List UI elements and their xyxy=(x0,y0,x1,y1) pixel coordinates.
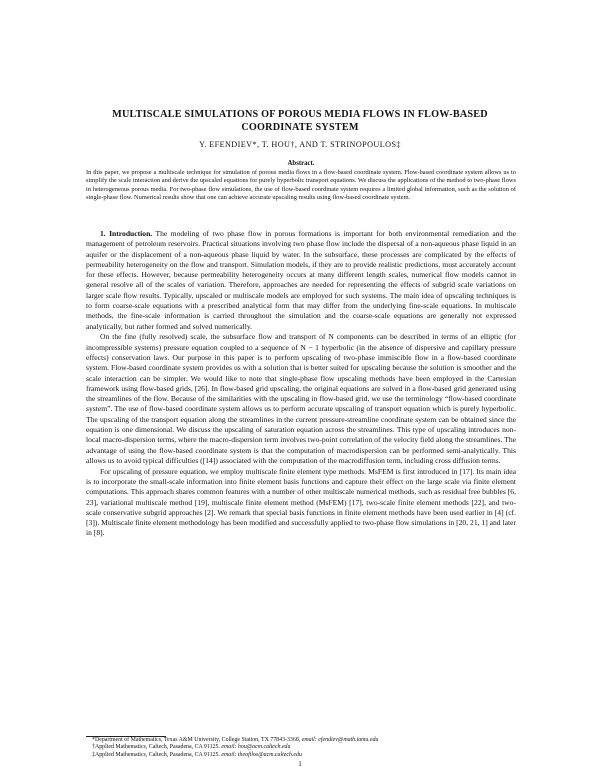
footnotes xyxy=(86,737,516,759)
abstract xyxy=(86,160,516,202)
footnote-1-email-label: email: xyxy=(301,737,317,743)
footnote-3-email[interactable]: theofilos@acm.caltech.edu xyxy=(237,751,302,758)
intro-paragraph-3: For upscaling of pressure equation, we employ multiscale finite element type methods. MsFEM is first introduced in [17]. Its main idea is to incorporate the small-scale information into finite element basis functions and capture their effect on the large scale via finite element computations. This approach shares common features with a number of other multiscale numerical methods, such as residual free bubbles [6, 23], variational multiscale method [19], multiscale finite element method (MsFEM) [17], two-scale finite element methods [22], and two-scale conservative subgrid approaches [2]. We remark that special basis functions in finite element methods have been used earlier in [4] (cf. [3]). Multiscale finite element methodology has been modified and successfully applied to two-phase flow simulations in [20, 21, 1] and later in [8]. xyxy=(86,466,516,538)
intro-paragraph-1-text: The modeling of two phase flow in porous formations is important for both environmental remediation and the management of petroleum reservoirs. Practical situations involving two phase flow include the dispersal of a non-aqueous phase liquid in an aquifer or the displacement of a non-aqueous phase liquid by water. In the subsurface, these processes are complicated by the effects of permeability heterogeneity on the flow and transport. Simulation models, if they are to provide realistic predictions, must accurately account for these effects. However, because permeability heterogeneity occurs at many different length scales, numerical flow models cannot in general resolve all of the scales of variation. Therefore, approaches are needed for representing the effects of subgrid scale variations on larger scale flow results. Typically, upscaled or multiscale models are employed for such systems. The main idea of upscaling techniques is to form coarse-scale equations with a prescribed analytical form that may differ from the underlying fine-scale equations. In multiscale methods, the fine-scale information is carried throughout the simulation and the coarse-scale equations are generally not expressed analytically, but rather formed and solved numerically. xyxy=(86,229,516,331)
title-line-1: MULTISCALE SIMULATIONS OF POROUS MEDIA FLOWS IN FLOW-BASED xyxy=(112,109,488,120)
intro-paragraph-1 xyxy=(86,229,516,332)
abstract-heading: Abstract. xyxy=(287,160,315,167)
footnote-1 xyxy=(86,737,516,744)
footnote-2 xyxy=(86,744,516,751)
author-list: Y. EFENDIEV*, T. HOU†, AND T. STRINOPOULOS‡ xyxy=(199,140,401,149)
footnote-2-email[interactable]: hou@acm.caltech.edu xyxy=(237,744,291,751)
paper-title xyxy=(90,108,510,134)
section-heading: 1. Introduction. xyxy=(100,229,153,238)
footnote-3-email-label: email: xyxy=(221,751,237,758)
footnote-2-email-label: email: xyxy=(221,744,237,751)
footnote-2-text: †Applied Mathematics, Caltech, Pasadena, CA 91125. xyxy=(92,744,220,751)
footnote-3 xyxy=(86,752,516,759)
introduction-section xyxy=(86,229,516,539)
abstract-text: In this paper, we propose a multiscale technique for simulation of porous media flows in a flow-based coordinate system. Flow-based coordinate system allows us to simplify the scale interaction and derive the upscaled equations for purely hyperbolic transport equations. We discuss the applications of the method to two-phase flows in heterogeneous porous media. For two-phase flow simulations, the use of flow-based coordinate system requires a limited global information, such as the solution of single-phase flow. Numerical results show that one can achieve accurate upscaling results using flow-based coordinate system. xyxy=(86,169,516,201)
intro-paragraph-2: On the fine (fully resolved) scale, the subsurface flow and transport of N components can be described in terms of an elliptic (for incompressible systems) pressure equation coupled to a sequence of N − 1 hyperbolic (in the absence of dispersive and capillary pressure effects) conservation laws. Our purpose in this paper is to perform upscaling of two-phase immiscible flow in a flow-based coordinate system. Flow-based coordinate system provides us with a solution that is better suited for upscaling because the solution is smoother and the scale interaction can be simpler. We would like to note that single-phase flow upscaling methods have been employed in the Cartesian framework using flow-based grids, [26]. In flow-based grid upscaling, the original equations are solved in a flow-based grid generated using the streamlines of the flow. Because of the similarities with the upscaling in flow-based grid, we use the terminology “flow-based coordinate system”. The use of flow-based coordinate system allows us to perform accurate upscaling of transport equation which is purely hyperbolic. The upscaling of the transport equation along the streamlines in the current pressure-streamline coordinate system can be obtained since the equation is one dimensional. We discuss the upscaling of saturation equation across the streamlines. This type of upscaling introduces non-local macro-dispersion terms, where the macro-dispersion term involves two-point correlation of the velocity field along the streamlines. The advantage of using the flow-based coordinate system is that the computation of macrodispersion can be performed semi-analytically. This allows us to avoid typical difficulties ([14]) associated with the computation of the macrodiffusion term, including cross diffusion terms. xyxy=(86,332,516,465)
footnote-1-email[interactable]: efendiev@math.tamu.edu xyxy=(318,737,379,743)
page-number: 1 xyxy=(298,760,302,768)
title-line-2: COORDINATE SYSTEM xyxy=(241,122,359,133)
footnote-3-text: ‡Applied Mathematics, Caltech, Pasadena, CA 91125. xyxy=(92,751,220,758)
footnote-1-text: *Department of Mathematics, Texas A&M University, College Station, TX 77843-3368, xyxy=(92,737,301,743)
